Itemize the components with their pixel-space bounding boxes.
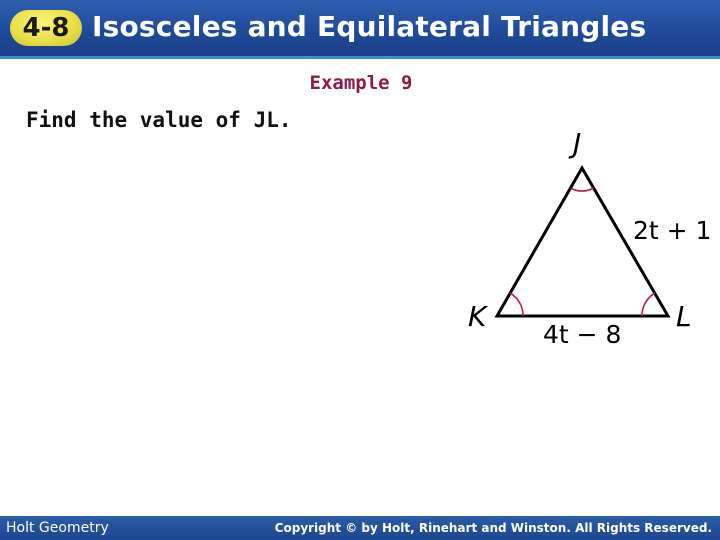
question-text: Find the value of JL.	[26, 108, 292, 132]
footer-bar	[0, 516, 720, 540]
vertex-label-k: K	[468, 300, 487, 333]
example-label-text: Example 9	[309, 72, 413, 94]
angle-mark-l	[642, 293, 655, 316]
lesson-number-badge: 4-8	[10, 10, 82, 46]
angle-mark-j	[571, 188, 594, 191]
side-label-kl: 4t − 8	[543, 320, 622, 349]
footer-course-name: Holt Geometry	[6, 520, 109, 536]
side-label-jl: 2t + 1	[633, 216, 712, 245]
angle-mark-k	[510, 293, 523, 316]
vertex-label-l: L	[676, 300, 692, 333]
footer-copyright: Copyright © by Holt, Rinehart and Winston. All Rights Reserved.	[274, 521, 712, 535]
vertex-label-j: J	[573, 127, 582, 160]
slide-title: Isosceles and Equilateral Triangles	[92, 10, 647, 43]
